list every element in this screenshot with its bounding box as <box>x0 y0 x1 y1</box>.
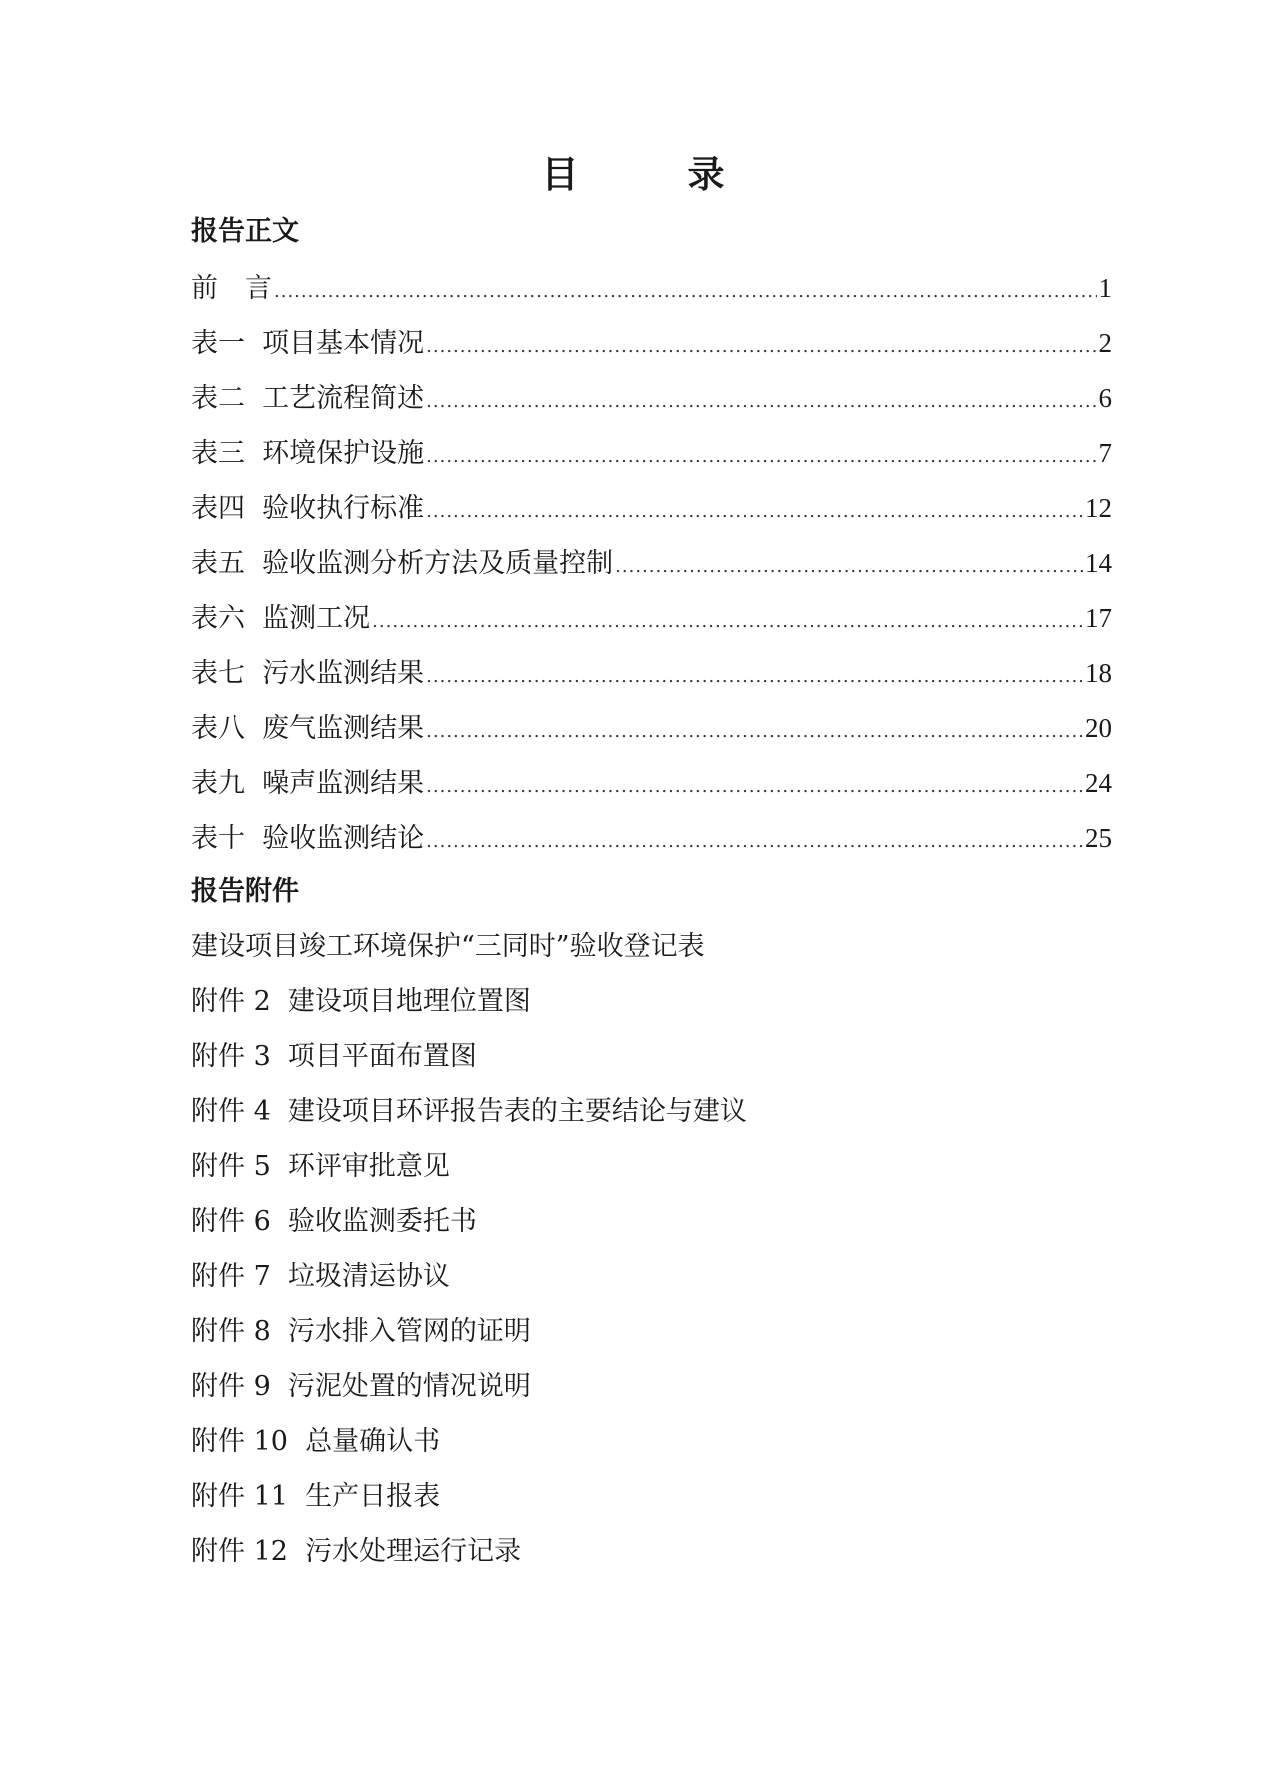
attachment-item[interactable]: 附件 10 总量确认书 <box>191 1426 441 1457</box>
toc-entry[interactable] <box>191 708 1112 748</box>
toc-entry-page: 2 <box>1098 328 1112 358</box>
toc-entry-label: 表一 项目基本情况 <box>191 328 425 359</box>
toc-entry-page: 18 <box>1085 658 1112 688</box>
toc-entry[interactable] <box>191 653 1112 693</box>
section-heading-main: 报告正文 <box>191 216 299 247</box>
attachment-item[interactable]: 附件 6 验收监测委托书 <box>191 1206 477 1237</box>
attachment-item[interactable]: 附件 8 污水排入管网的证明 <box>191 1316 531 1347</box>
toc-entry-page: 14 <box>1085 548 1112 578</box>
toc-entry-label: 表六 监测工况 <box>191 603 371 634</box>
attachment-item[interactable]: 附件 12 污水处理运行记录 <box>191 1536 522 1567</box>
dot-leader <box>426 822 1083 862</box>
section-heading-attachments: 报告附件 <box>191 876 299 907</box>
toc-entry-label: 表三 环境保护设施 <box>191 438 425 469</box>
dot-leader <box>426 437 1096 477</box>
toc-entry-label: 表七 污水监测结果 <box>191 658 425 689</box>
attachment-item[interactable]: 附件 2 建设项目地理位置图 <box>191 986 531 1017</box>
attachment-item[interactable]: 附件 4 建设项目环评报告表的主要结论与建议 <box>191 1096 747 1127</box>
dot-leader <box>426 492 1083 532</box>
toc-entry-page: 24 <box>1085 768 1112 798</box>
attachment-item[interactable]: 附件 9 污泥处置的情况说明 <box>191 1371 531 1402</box>
attachment-item[interactable]: 附件 5 环评审批意见 <box>191 1151 450 1182</box>
toc-entry[interactable] <box>191 433 1112 473</box>
toc-entry-page: 25 <box>1085 823 1112 853</box>
dot-leader <box>426 657 1083 697</box>
dot-leader <box>426 767 1083 807</box>
toc-entry[interactable] <box>191 598 1112 638</box>
toc-entry-label: 表四 验收执行标准 <box>191 493 425 524</box>
toc-entry-label: 表五 验收监测分析方法及质量控制 <box>191 548 614 579</box>
attachment-item[interactable]: 附件 7 垃圾清运协议 <box>191 1261 450 1292</box>
attachment-item[interactable]: 建设项目竣工环境保护“三同时”验收登记表 <box>191 931 705 962</box>
toc-entry[interactable] <box>191 488 1112 528</box>
toc-entry-label: 表八 废气监测结果 <box>191 713 425 744</box>
toc-entry-label: 表九 噪声监测结果 <box>191 768 425 799</box>
toc-entry-page: 7 <box>1098 438 1112 468</box>
toc-entry-page: 1 <box>1098 273 1112 303</box>
dot-leader <box>615 547 1083 587</box>
toc-entry-page: 6 <box>1098 383 1112 413</box>
toc-entry-page: 20 <box>1085 713 1112 743</box>
attachment-item[interactable]: 附件 3 项目平面布置图 <box>191 1041 477 1072</box>
toc-entry[interactable] <box>191 378 1112 418</box>
toc-entry-page: 17 <box>1085 603 1112 633</box>
toc-entry[interactable] <box>191 323 1112 363</box>
toc-entry[interactable] <box>191 818 1112 858</box>
toc-entry-label: 表二 工艺流程简述 <box>191 383 425 414</box>
toc-entry-label: 表十 验收监测结论 <box>191 823 425 854</box>
page-title: 目 录 <box>541 152 761 196</box>
toc-entry-label: 前 言 <box>191 273 272 304</box>
attachment-item[interactable]: 附件 11 生产日报表 <box>191 1481 441 1512</box>
dot-leader <box>426 712 1083 752</box>
toc-entry[interactable] <box>191 268 1112 308</box>
toc-entry-page: 12 <box>1085 493 1112 523</box>
toc-entry[interactable] <box>191 763 1112 803</box>
toc-entry[interactable] <box>191 543 1112 583</box>
dot-leader <box>426 327 1096 367</box>
dot-leader <box>274 272 1097 312</box>
dot-leader <box>372 602 1083 642</box>
dot-leader <box>426 382 1096 422</box>
